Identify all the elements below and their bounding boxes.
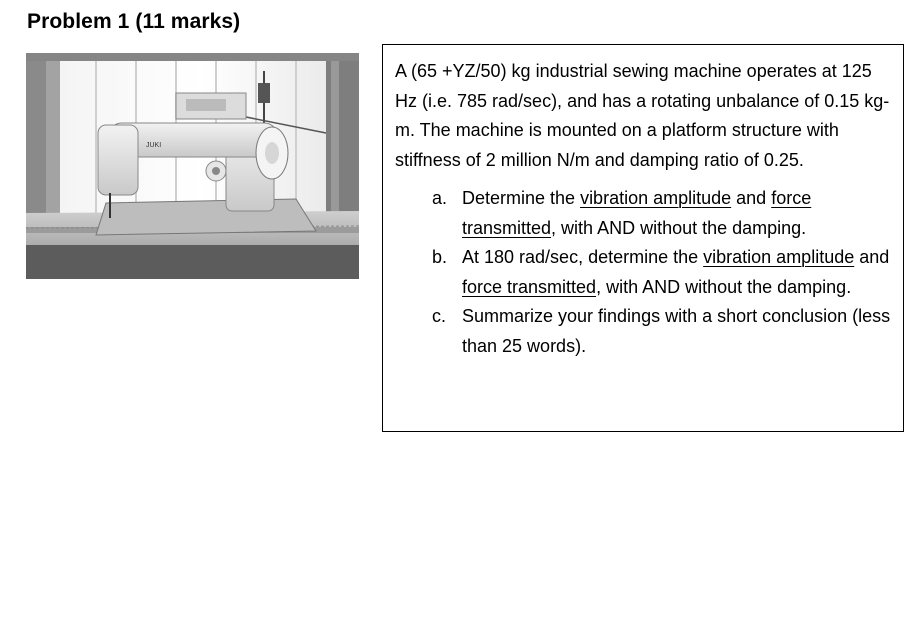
part-marker: a. — [432, 188, 448, 208]
part-text: Summarize your findings with a short conclusion (less than 25 words). — [462, 306, 891, 356]
part-text: , with AND without the damping. — [551, 217, 807, 238]
problem-statement-box — [382, 44, 904, 432]
part-text: and — [731, 188, 772, 208]
sewing-machine-photo — [26, 53, 359, 279]
part-text: Determine the — [462, 188, 581, 208]
part-marker: c. — [432, 306, 447, 326]
question-part-a — [432, 184, 893, 243]
part-marker: b. — [432, 247, 448, 267]
underlined-term: vibration amplitude — [580, 188, 732, 208]
question-part-b — [432, 243, 893, 302]
underlined-term: vibration amplitude — [703, 247, 855, 267]
underlined-term: force transmitted — [462, 188, 812, 238]
part-text: , with AND without the damping. — [596, 276, 852, 297]
question-parts-list — [395, 184, 893, 361]
machine-brand-label: JUKI — [146, 142, 162, 149]
part-text: At 180 rad/sec, determine the — [462, 247, 704, 267]
problem-intro: A (65 +YZ/50) kg industrial sewing machine operates at 125 Hz (i.e. 785 rad/sec), and has a rotating unbalance of 0.15 kg-m. The machine is mounted on a platform structure with stiffness of 2 million N/m and damping ratio of 0.25. — [395, 61, 890, 170]
sewing-machine-illustration — [26, 53, 359, 279]
underlined-term: force transmitted — [462, 276, 597, 297]
question-part-c — [432, 302, 893, 361]
part-text: and — [854, 247, 890, 267]
problem-heading: Problem 1 (11 marks) — [27, 10, 241, 33]
